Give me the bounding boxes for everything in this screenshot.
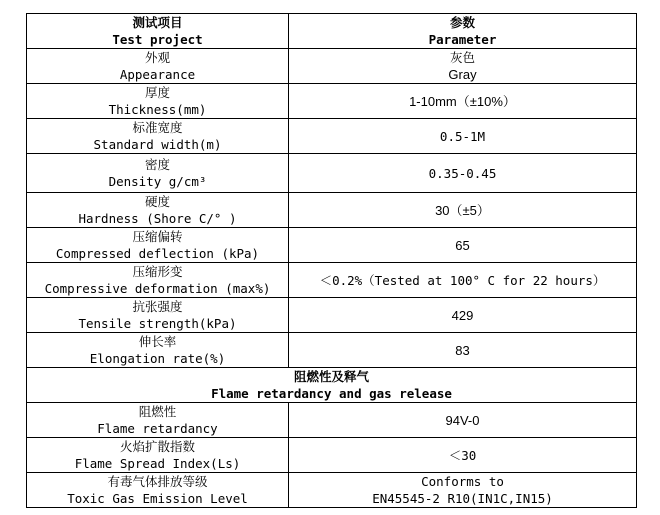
table-row — [27, 119, 637, 154]
label-en: Density g/cm³ — [108, 174, 207, 189]
label-en: Standard width(m) — [93, 137, 222, 152]
header-en: Test project — [112, 32, 203, 47]
header-parameter — [289, 14, 637, 49]
table-row — [27, 193, 637, 228]
label-zh: 硬度 — [144, 194, 170, 209]
table-row — [27, 49, 637, 84]
row-value — [289, 49, 637, 84]
row-value: ＜0.2%（Tested at 100° C for 22 hours） — [289, 263, 637, 298]
row-label — [27, 154, 289, 193]
label-zh: 压缩偏转 — [132, 229, 183, 244]
header-row — [27, 14, 637, 49]
row-label — [27, 193, 289, 228]
label-zh: 压缩形变 — [132, 264, 183, 279]
section-row — [27, 368, 637, 403]
row-label — [27, 49, 289, 84]
label-en: Hardness (Shore C/° ) — [78, 211, 237, 226]
section-en: Flame retardancy and gas release — [211, 386, 452, 401]
row-label — [27, 473, 289, 508]
label-zh: 有毒气体排放等级 — [107, 474, 208, 489]
header-en: Parameter — [428, 32, 497, 47]
label-zh: 抗张强度 — [132, 299, 183, 314]
header-test-project — [27, 14, 289, 49]
label-en: Elongation rate(%) — [89, 351, 226, 366]
row-value: 83 — [289, 333, 637, 368]
header-zh: 测试项目 — [132, 15, 183, 30]
value-zh: 灰色 — [449, 50, 475, 65]
row-label — [27, 298, 289, 333]
header-zh: 参数 — [449, 15, 475, 30]
label-zh: 厚度 — [144, 85, 170, 100]
table-row — [27, 154, 637, 193]
label-en: Flame Spread Index(Ls) — [74, 456, 241, 471]
row-value — [289, 473, 637, 508]
value: Gray — [448, 67, 477, 82]
label-en: Flame retardancy — [97, 421, 218, 436]
table-row — [27, 438, 637, 473]
table-row — [27, 84, 637, 119]
row-label — [27, 438, 289, 473]
row-label — [27, 333, 289, 368]
table-row — [27, 333, 637, 368]
row-value: 30（±5） — [289, 193, 637, 228]
row-value: 94V-0 — [289, 403, 637, 438]
section-zh: 阻燃性及释气 — [293, 369, 369, 384]
spec-table — [26, 13, 637, 508]
row-value: 65 — [289, 228, 637, 263]
label-en: Compressed deflection (kPa) — [55, 246, 260, 261]
value-line-1: Conforms to — [421, 474, 504, 489]
row-label — [27, 263, 289, 298]
row-value: 0.35-0.45 — [289, 154, 637, 193]
table-row — [27, 263, 637, 298]
row-value: 1-10mm（±10%） — [289, 84, 637, 119]
section-heading — [27, 368, 637, 403]
table-row — [27, 403, 637, 438]
value-line-2: EN45545-2 R10(IN1C,IN15) — [372, 491, 553, 506]
label-zh: 标准宽度 — [132, 120, 183, 135]
row-label — [27, 119, 289, 154]
label-zh: 伸长率 — [138, 334, 177, 349]
label-en: Thickness(mm) — [108, 102, 207, 117]
row-label — [27, 228, 289, 263]
row-value: 429 — [289, 298, 637, 333]
label-zh: 阻燃性 — [138, 404, 177, 419]
label-en: Compressive deformation (max%) — [44, 281, 271, 296]
label-en: Toxic Gas Emission Level — [67, 491, 248, 506]
row-label — [27, 84, 289, 119]
label-zh: 密度 — [144, 157, 170, 172]
table-row — [27, 473, 637, 508]
row-label — [27, 403, 289, 438]
label-en: Tensile strength(kPa) — [78, 316, 237, 331]
label-zh: 火焰扩散指数 — [119, 439, 195, 454]
label-zh: 外观 — [144, 50, 170, 65]
label-en: Appearance — [119, 67, 196, 82]
table-row — [27, 228, 637, 263]
row-value: 0.5-1M — [289, 119, 637, 154]
row-value: ＜30 — [289, 438, 637, 473]
table-row — [27, 298, 637, 333]
